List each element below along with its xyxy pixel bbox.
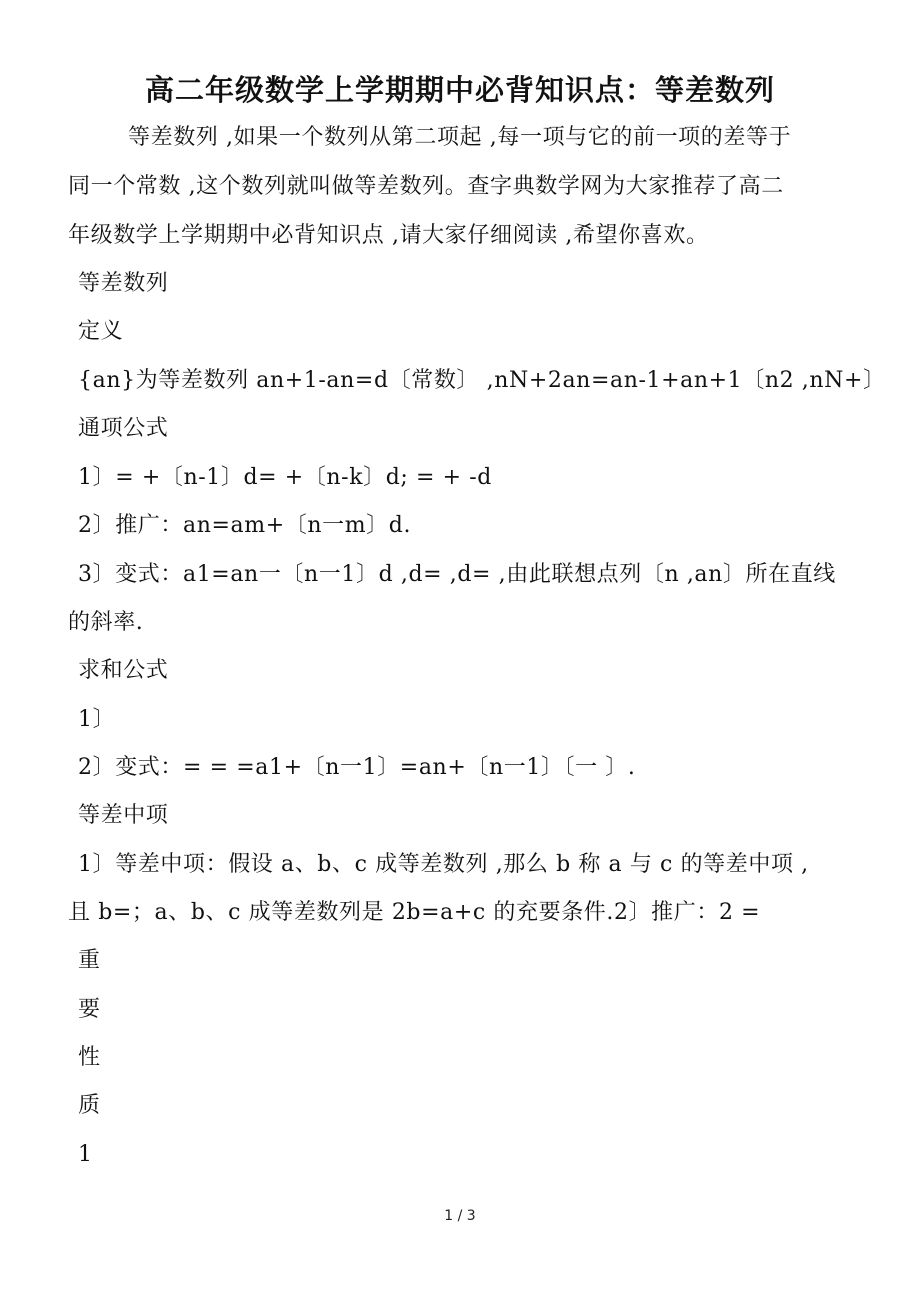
- sum-formula-item-2: 2〕变式：= = =a1+〔n一1〕=an+〔n一1〕〔一 〕.: [78, 755, 636, 780]
- intro-line-3: 年级数学上学期期中必背知识点 ,请大家仔细阅读 ,希望你喜欢。: [68, 223, 709, 248]
- sum-formula-item-1: 1〕: [78, 707, 116, 732]
- page-title: 高二年级数学上学期期中必背知识点：等差数列: [144, 73, 775, 107]
- general-formula-item-3-continued: 的斜率.: [68, 610, 144, 635]
- general-formula-item-1: 1〕= +〔n-1〕d= +〔n-k〕d; = + -d: [78, 465, 492, 490]
- section-heading-definition: 定义: [78, 319, 124, 344]
- arithmetic-mean-item-1: 1〕等差中项：假设 a、b、c 成等差数列 ,那么 b 称 a 与 c 的等差中项 ,: [78, 852, 809, 877]
- section-heading-sum-formula: 求和公式: [78, 658, 169, 683]
- vertical-char-2: 要: [78, 997, 101, 1022]
- vertical-char-3: 性: [78, 1045, 101, 1070]
- intro-line-1: 等差数列 ,如果一个数列从第二项起 ,每一项与它的前一项的差等于: [128, 125, 792, 150]
- section-heading-arithmetic-mean: 等差中项: [78, 803, 169, 828]
- section-heading-arithmetic-sequence: 等差数列: [78, 271, 169, 296]
- vertical-char-4: 质: [78, 1093, 101, 1118]
- page-number: 1 / 3: [444, 1208, 476, 1224]
- section-heading-general-formula: 通项公式: [78, 416, 169, 441]
- definition-formula: {an}为等差数列 an+1-an=d〔常数〕 ,nN+2an=an-1+an+1〔n2 ,nN+〕: [78, 368, 886, 393]
- arithmetic-mean-item-1-continued: 且 b=；a、b、c 成等差数列是 2b=a+c 的充要条件.2〕推广：2 =: [68, 900, 761, 925]
- intro-line-2: 同一个常数 ,这个数列就叫做等差数列。查字典数学网为大家推荐了高二: [68, 174, 784, 199]
- vertical-char-1: 重: [78, 948, 101, 973]
- vertical-char-5: 1: [78, 1142, 93, 1167]
- general-formula-item-3: 3〕变式：a1=an一〔n一1〕d ,d= ,d= ,由此联想点列〔n ,an〕所在直线: [78, 562, 836, 587]
- general-formula-item-2: 2〕推广：an=am+〔n一m〕d.: [78, 513, 412, 538]
